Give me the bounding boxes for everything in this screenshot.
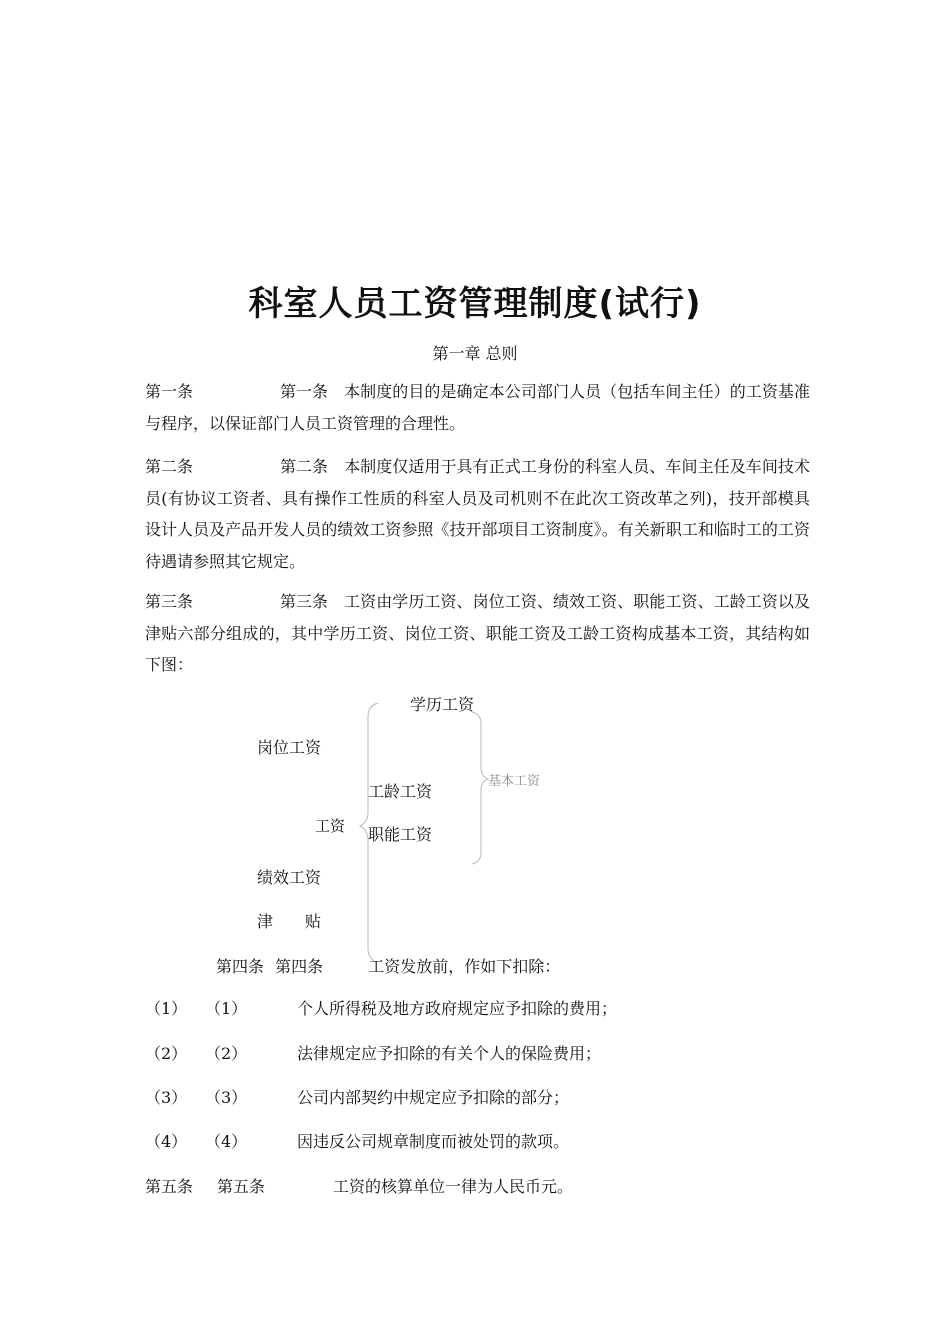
article-text: 工资由学历工资、岗位工资、绩效工资、职能工资、工龄工资以及津贴六部分组成的，其中学历工资、岗位工资、职能工资及工龄工资构成基本工资，其结构如下图： [145, 592, 810, 674]
article-number: 第五条 [145, 1177, 194, 1196]
page-title: 科室人员工资管理制度(试行) [248, 284, 702, 324]
list-item [145, 1085, 569, 1108]
article-number-repeat: 第一条 [280, 382, 329, 401]
diagram-item-seniority-salary: 工龄工资 [368, 782, 433, 801]
article-number: 第二条 [145, 457, 194, 476]
article-text: 工资的核算单位一律为人民币元。 [333, 1177, 574, 1196]
diagram-center-label: 工资 [315, 817, 346, 835]
article-text: 本制度的目的是确定本公司部门人员（包括车间主任）的工资基准与程序，以保证部门人员工资管理的合理性。 [145, 382, 810, 433]
list-item [145, 996, 617, 1019]
article-number-repeat: 第五条 [217, 1177, 266, 1196]
diagram-item-education-salary: 学历工资 [410, 695, 475, 714]
article-number: 第四条 [216, 957, 265, 976]
article-number-repeat: 第二条 [280, 457, 329, 476]
list-item-text: 公司内部契约中规定应予扣除的部分； [297, 1088, 570, 1107]
list-marker: （1） [145, 999, 188, 1018]
list-item-text: 因违反公司规章制度而被处罚的款项。 [297, 1132, 570, 1151]
list-item-text: 个人所得税及地方政府规定应予扣除的费用； [297, 999, 618, 1018]
list-marker: （3） [145, 1088, 188, 1107]
list-marker-repeat: （3） [205, 1088, 248, 1107]
article-number: 第三条 [145, 592, 194, 611]
list-item [145, 1041, 601, 1064]
list-marker: （2） [145, 1044, 188, 1063]
list-marker: （4） [145, 1132, 188, 1151]
diagram-item-performance-salary: 绩效工资 [257, 868, 322, 887]
article-2 [145, 451, 810, 577]
article-number: 第一条 [145, 382, 194, 401]
group-brace [472, 712, 488, 864]
list-marker-repeat: （4） [205, 1132, 248, 1151]
list-marker-repeat: （1） [205, 999, 248, 1018]
diagram-item-position-salary: 岗位工资 [257, 738, 322, 757]
diagram-item-function-salary: 职能工资 [368, 825, 433, 844]
list-item [145, 1129, 569, 1152]
article-text: 本制度仅适用于具有正式工身份的科室人员、车间主任及车间技术员(有协议工资者、具有操作工性质的科室人员及司机则不在此次工资改革之列)，技开部模具设计人员及产品开发人员的绩效工资参照《技开部项目工资制度》。有关新职工和临时工的工资待遇请参照其它规定。 [145, 457, 810, 571]
article-number-repeat: 第三条 [280, 592, 329, 611]
article-4 [216, 954, 560, 977]
diagram-item-allowance: 津 贴 [257, 912, 322, 931]
article-text: 工资发放前，作如下扣除： [368, 957, 561, 976]
list-item-text: 法律规定应予扣除的有关个人的保险费用； [297, 1044, 602, 1063]
chapter-title: 第一章 总则 [432, 344, 518, 363]
diagram-group-label: 基本工资 [488, 774, 541, 789]
article-5 [145, 1174, 573, 1197]
list-marker-repeat: （2） [205, 1044, 248, 1063]
article-1 [145, 376, 810, 439]
article-3 [145, 586, 810, 681]
article-number-repeat: 第四条 [275, 957, 324, 976]
